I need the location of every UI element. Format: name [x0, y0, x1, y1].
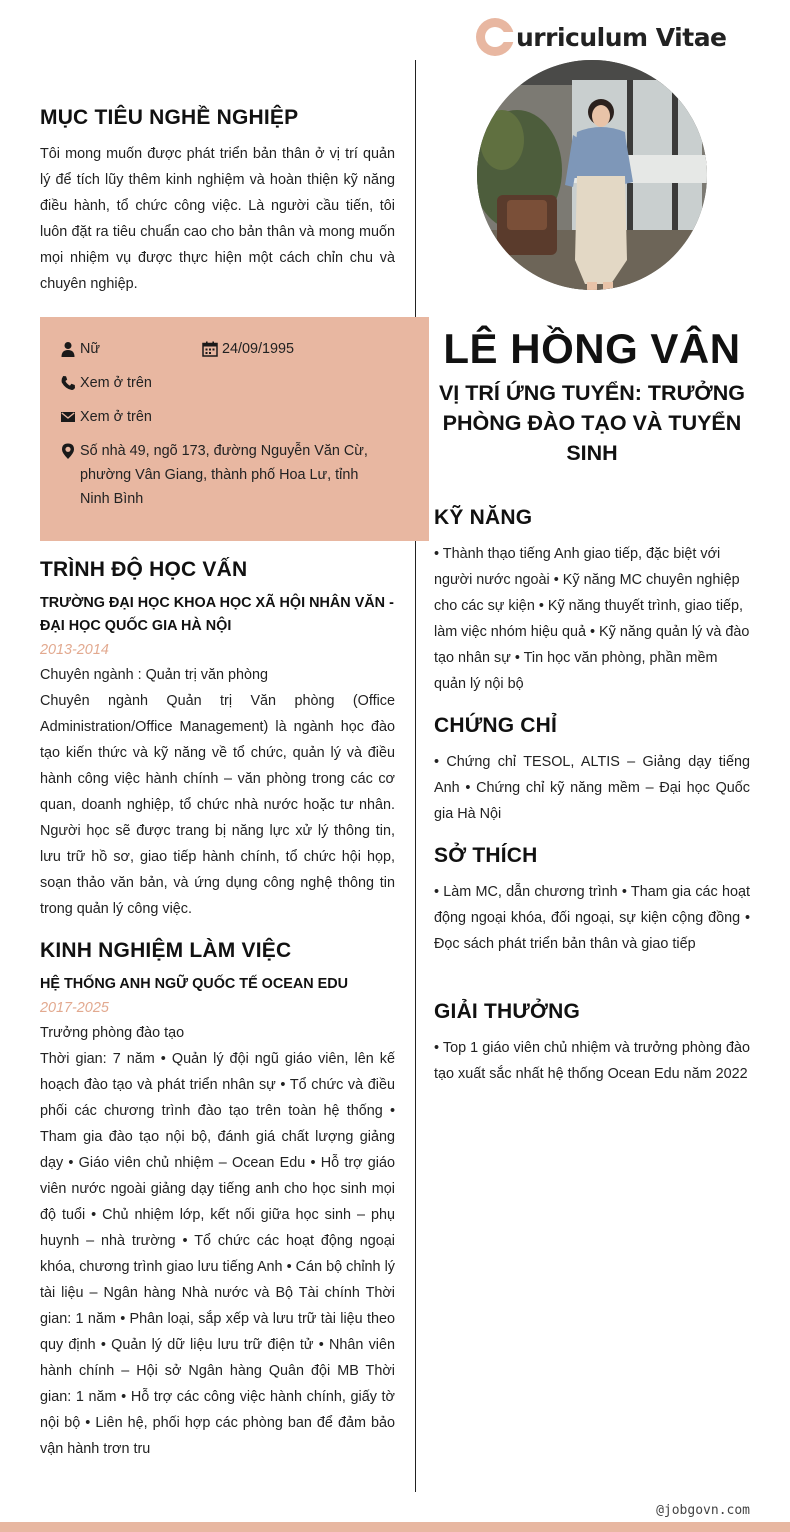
- column-divider: [415, 60, 416, 1492]
- calendar-icon: [202, 341, 218, 357]
- email-row: [60, 405, 152, 429]
- skills-title: KỸ NĂNG: [434, 506, 533, 529]
- education-years: 2013-2014: [40, 642, 109, 658]
- person-icon: [60, 341, 76, 357]
- awards-title: GIẢI THƯỞNG: [434, 1000, 581, 1023]
- skills-text: • Thành thạo tiếng Anh giao tiếp, đặc biệt với người nước ngoài • Kỹ năng MC chuyên nghiệp cho các sự kiện • Kỹ năng thuyết trình, giao tiếp, làm việc nhóm hiệu quả • Kỹ năng quản lý và đào tạo nhân sự • Tin học văn phòng, phần mềm quản lý nội bộ: [434, 546, 750, 692]
- phone-icon: [60, 375, 76, 391]
- objective-text: Tôi mong muốn được phát triển bản thân ở vị trí quản lý để tích lũy thêm kinh nghiệm và hoàn thiện kỹ năng điều hành, tổ chức công việc. Là người cầu tiến, tôi luôn đặt ra tiêu chuẩn cao cho bản thân và mong muốn mọi nhiệm vụ được thực hiện một cách chỉn chu và chuyên nghiệp.: [40, 146, 395, 292]
- location-pin-icon: [60, 443, 76, 459]
- education-school: TRƯỜNG ĐẠI HỌC KHOA HỌC XÃ HỘI NHÂN VĂN - ĐẠI HỌC QUỐC GIA HÀ NỘI: [40, 595, 394, 634]
- avatar-photo-illustration: [477, 60, 707, 290]
- mail-icon: [60, 409, 76, 425]
- objective-title: MỤC TIÊU NGHỀ NGHIỆP: [40, 106, 299, 129]
- birthdate-value: 24/09/1995: [222, 341, 295, 357]
- awards-text: • Top 1 giáo viên chủ nhiệm và trưởng phòng đào tạo xuất sắc nhất hệ thống Ocean Edu năm 2022: [434, 1040, 750, 1082]
- education-title: TRÌNH ĐỘ HỌC VẤN: [40, 558, 248, 581]
- experience-description: Thời gian: 7 năm • Quản lý đội ngũ giáo viên, lên kế hoạch đào tạo và phát triển nhân sự • Tổ chức và điều phối các chương trình đào tạo trên toàn hệ thống • Tham gia đào tạo nội bộ, đánh giá chất lượng giảng dạy • Giáo viên chủ nhiệm – Ocean Edu • Hỗ trợ giáo viên nước ngoài giảng dạy tiếng anh cho học sinh mọi độ tuổi • Chủ nhiệm lớp, kết nối giữa học sinh – phụ huynh – nhà trường • Tổ chức các hoạt động ngoại khóa, chương trình giao lưu tiếng Anh • Cán bộ chỉnh lý tài liệu – Ngân hàng Nhà nước và Bộ Tài chính Thời gian: 1 năm • Phân loại, sắp xếp và lưu trữ tài liệu theo quy định • Quản lý dữ liệu lưu trữ điện tử • Nhân viên hành chính – Hội sở Ngân hàng Quân đội MB Thời gian: 1 năm • Hỗ trợ các công việc hành chính, giấy tờ nội bộ • Liên hệ, phối hợp các phòng ban để đảm bảo vận hành trơn tru: [40, 1051, 395, 1457]
- cv-logo: [476, 16, 727, 58]
- hobbies-text: • Làm MC, dẫn chương trình • Tham gia các hoạt động ngoại khóa, đối ngoại, sự kiện cộng đồng • Đọc sách phát triển bản thân và giao tiếp: [434, 884, 750, 952]
- experience-years: 2017-2025: [40, 1000, 109, 1016]
- logo-c-icon: [476, 18, 514, 56]
- address-value: Số nhà 49, ngõ 173, đường Nguyễn Văn Cừ, phường Vân Giang, thành phố Hoa Lư, tỉnh Ninh Bình: [80, 443, 368, 507]
- footer-watermark: @jobgovn.com: [656, 1503, 750, 1518]
- hobbies-title: SỞ THÍCH: [434, 844, 538, 867]
- contact-info-box: [40, 317, 429, 541]
- footer-accent-bar: [0, 1522, 790, 1532]
- phone-value: Xem ở trên: [80, 375, 152, 391]
- education-description: Chuyên ngành Quản trị Văn phòng (Office Administration/Office Management) là ngành học đào tạo kiến thức và kỹ năng về tổ chức, quản lý và điều hành công việc hành chính – văn phòng trong các cơ quan, doanh nghiệp, tổ chức nhà nước hoặc tư nhân. Người học sẽ được trang bị năng lực xử lý thông tin, lưu trữ hồ sơ, giao tiếp hành chính, tổ chức hội họp, soạn thảo văn bản, và ứng dụng công nghệ thông tin trong quản lý công việc.: [40, 693, 395, 917]
- birthdate-row: [202, 337, 294, 361]
- experience-title: KINH NGHIỆM LÀM VIỆC: [40, 939, 292, 962]
- experience-role: Trưởng phòng đào tạo: [40, 1025, 185, 1041]
- education-major: Chuyên ngành : Quản trị văn phòng: [40, 667, 269, 683]
- gender-row: [60, 337, 100, 361]
- experience-company: HỆ THỐNG ANH NGỮ QUỐC TẾ OCEAN EDU: [40, 976, 349, 992]
- address-row: [60, 439, 390, 511]
- gender-value: Nữ: [80, 341, 101, 357]
- logo-text: urriculum Vitae: [516, 22, 727, 52]
- email-value: Xem ở trên: [80, 409, 152, 425]
- candidate-name: LÊ HỒNG VÂN: [443, 325, 741, 372]
- certificates-title: CHỨNG CHỈ: [434, 714, 558, 737]
- certificates-text: • Chứng chỉ TESOL, ALTIS – Giảng dạy tiếng Anh • Chứng chỉ kỹ năng mềm – Đại học Quốc gia Hà Nội: [434, 754, 750, 822]
- avatar: [477, 60, 707, 290]
- applied-position: VỊ TRÍ ỨNG TUYỂN: TRƯỞNG PHÒNG ĐÀO TẠO VÀ TUYỂN SINH: [438, 381, 746, 465]
- phone-row: [60, 371, 152, 395]
